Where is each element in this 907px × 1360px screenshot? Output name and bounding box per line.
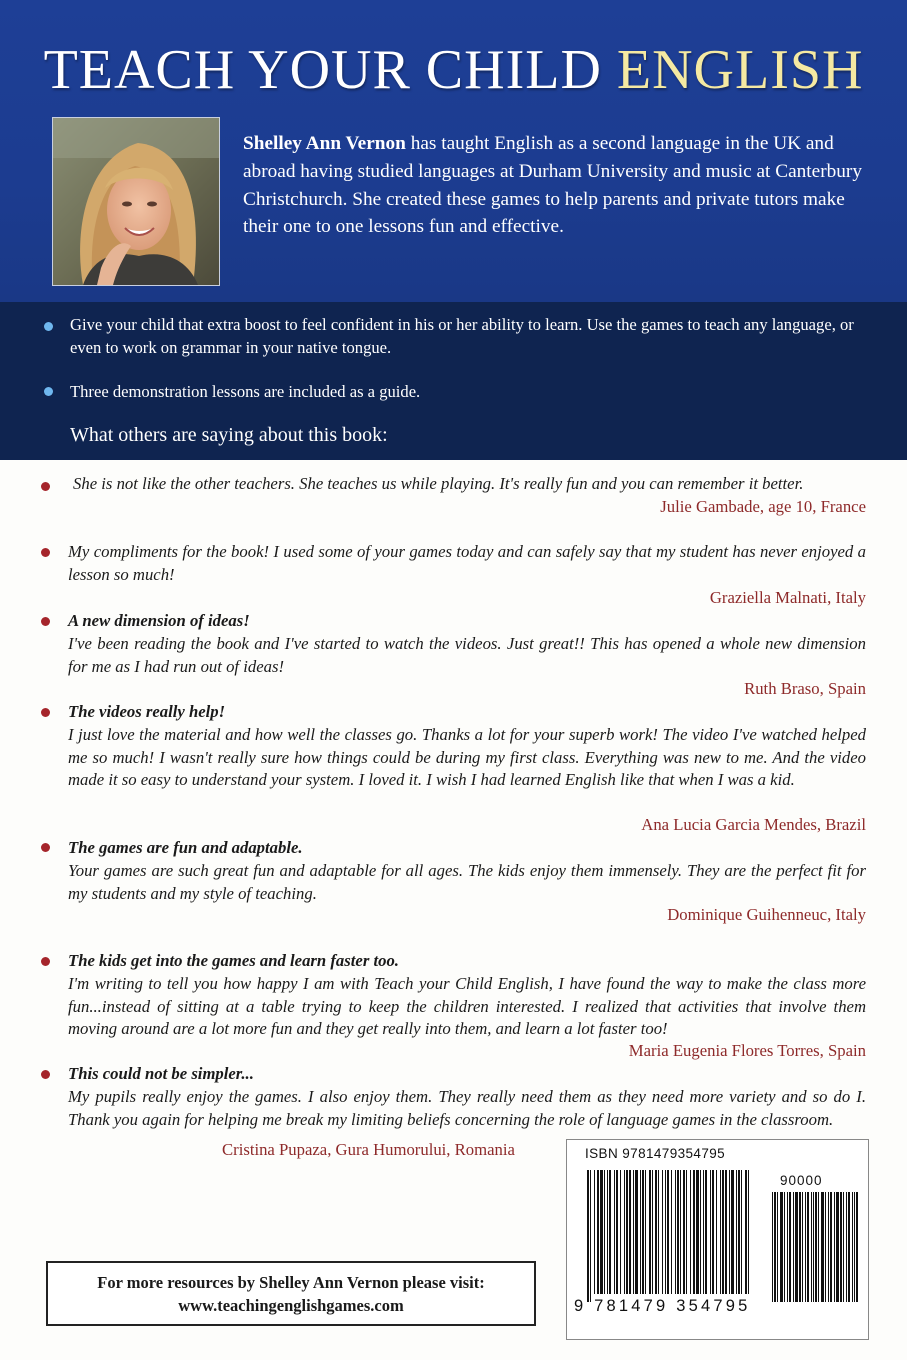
barcode-bar	[705, 1170, 707, 1294]
price-code: 90000	[780, 1173, 823, 1188]
addon-barcode-bar	[848, 1192, 850, 1302]
barcode-bar	[686, 1170, 687, 1294]
testimonial-heading: The videos really help!	[68, 702, 226, 721]
addon-barcode-bar	[830, 1192, 832, 1302]
testimonial-heading: The games are fun and adaptable.	[68, 838, 303, 857]
barcode-bar	[655, 1170, 657, 1294]
title-main: TEACH YOUR CHILD	[43, 39, 602, 101]
testimonial-text: I'm writing to tell you how happy I am with Teach your Child English, I have found the way to make the class more fun...instead of sitting at a table trying to keep the children interested. I realized that activities that involve them moving around are a lot more fun and they get really into them, and learn a lot faster too!	[68, 973, 866, 1039]
barcode-bar	[662, 1170, 663, 1294]
bullet-icon	[41, 708, 50, 717]
barcode-bar	[640, 1170, 641, 1294]
highlight-item: Three demonstration lessons are included as a guide.	[70, 382, 421, 401]
barcode-bar	[703, 1170, 704, 1294]
barcode-bar	[680, 1170, 681, 1294]
barcode-bar	[590, 1170, 591, 1302]
barcode-bar	[696, 1170, 699, 1294]
resources-url: www.teachingenglishgames.com	[178, 1296, 404, 1315]
barcode-bar	[725, 1170, 727, 1294]
barcode-bar	[748, 1170, 749, 1294]
testimonial	[68, 610, 866, 678]
addon-barcode-bar	[802, 1192, 803, 1302]
barcode-bar	[642, 1170, 644, 1294]
barcode-bar	[614, 1170, 615, 1294]
testimonial-text: Your games are such great fun and adaptable for all ages. The kids enjoy them immensely. They are the perfect fit for my students and my style of teaching.	[68, 860, 866, 903]
ean-digits: 9 781479 354795	[574, 1297, 751, 1315]
barcode-bar	[675, 1170, 676, 1294]
bullet-icon	[41, 617, 50, 626]
barcode-bar	[604, 1170, 605, 1294]
bullet-icon	[41, 843, 50, 852]
testimonial-author: Maria Eugenia Flores Torres, Spain	[628, 1041, 866, 1060]
barcode-bar	[716, 1170, 717, 1294]
testimonial-text: My compliments for the book! I used some of your games today and can safely say that my student has never enjoyed a lesson so much!	[68, 542, 866, 584]
testimonial-author: Julie Gambade, age 10, France	[660, 497, 866, 516]
author-bio	[243, 130, 863, 241]
bullet-icon	[44, 387, 53, 396]
addon-barcode-bar	[818, 1192, 819, 1302]
addon-barcode-bar	[843, 1192, 844, 1302]
barcode-bar	[633, 1170, 634, 1294]
author-name: Shelley Ann Vernon	[243, 133, 406, 154]
highlight-item: Give your child that extra boost to feel confident in his or her ability to learn. Use the games to teach any language, or even to work on grammar in your native tongue.	[70, 315, 854, 357]
addon-barcode-bar	[813, 1192, 814, 1302]
barcode-bar	[741, 1170, 742, 1294]
barcode-bar	[720, 1170, 721, 1294]
barcode-bar	[624, 1170, 625, 1294]
addon-barcode-bar	[780, 1192, 783, 1302]
addon-barcode-bar	[846, 1192, 847, 1302]
addon-barcode-bar	[811, 1192, 812, 1302]
testimonial-author: Graziella Malnati, Italy	[709, 588, 866, 607]
barcode-bar	[665, 1170, 666, 1294]
testimonial-heading: A new dimension of ideas!	[68, 611, 250, 630]
bullet-icon	[41, 957, 50, 966]
author-photo	[52, 117, 220, 286]
testimonial-text: I just love the material and how well the classes go. Thanks a lot for your superb work! The video I've watched helped me so much! I wasn't really sure how things could be during my first class. Everything was new to me. And the video made it so easy to understand your system. I loved it. I wish I had learned English like that when I was a kid.	[68, 724, 866, 790]
barcode-bar	[710, 1170, 711, 1294]
addon-barcode-bar	[834, 1192, 835, 1302]
addon-barcode-bar	[774, 1192, 776, 1302]
testimonial-heading: This could not be simpler...	[68, 1064, 254, 1083]
barcode-bar	[731, 1170, 734, 1294]
testimonial-heading: The kids get into the games and learn faster too.	[68, 951, 399, 970]
barcode-bar	[616, 1170, 618, 1294]
barcode-bar	[677, 1170, 679, 1294]
addon-barcode-bar	[795, 1192, 798, 1302]
barcode-bar	[690, 1170, 691, 1294]
barcode-bar	[635, 1170, 638, 1294]
barcode-bar	[629, 1170, 631, 1294]
addon-barcode-bar	[815, 1192, 817, 1302]
barcode-bar	[729, 1170, 730, 1294]
testimonial-author: Ana Lucia Garcia Mendes, Brazil	[641, 815, 866, 834]
testimonials-heading: What others are saying about this book:	[70, 424, 388, 446]
addon-barcode-bar	[787, 1192, 788, 1302]
testimonial	[68, 1063, 866, 1131]
barcode-bar	[652, 1170, 653, 1294]
isbn-barcode	[566, 1139, 869, 1340]
barcode-bar	[587, 1170, 589, 1302]
bullet-icon	[44, 322, 53, 331]
addon-barcode-bar	[854, 1192, 855, 1302]
barcode-bar	[683, 1170, 685, 1294]
barcode-bar	[693, 1170, 695, 1294]
isbn-label: ISBN 9781479354795	[585, 1146, 726, 1161]
addon-barcode-bar	[784, 1192, 785, 1302]
addon-barcode-bar	[840, 1192, 842, 1302]
barcode-bar	[745, 1170, 747, 1294]
addon-barcode-bar	[821, 1192, 824, 1302]
barcode-bar	[738, 1170, 740, 1294]
testimonial-author: Ruth Braso, Spain	[744, 679, 866, 698]
title-highlight: ENGLISH	[616, 39, 864, 101]
barcode-bar	[671, 1170, 672, 1294]
bullet-icon	[41, 1070, 50, 1079]
barcode-bar	[597, 1170, 599, 1294]
addon-barcode-bar	[836, 1192, 839, 1302]
resources-box	[46, 1261, 536, 1326]
barcode-bar	[620, 1170, 621, 1294]
testimonial-text: She is not like the other teachers. She teaches us while playing. It's really fun and you can remember it better.	[73, 474, 804, 493]
barcode-bar	[607, 1170, 608, 1294]
addon-barcode-bar	[807, 1192, 809, 1302]
barcode-bar	[626, 1170, 628, 1294]
barcode-bar	[645, 1170, 646, 1294]
bullet-icon	[41, 548, 50, 557]
barcode-bar	[712, 1170, 714, 1294]
addon-barcode-bar	[825, 1192, 826, 1302]
addon-barcode-bar	[856, 1192, 858, 1302]
barcode-bar	[600, 1170, 603, 1294]
bullet-icon	[41, 482, 50, 491]
addon-barcode-bar	[805, 1192, 806, 1302]
addon-barcode-bar	[777, 1192, 778, 1302]
book-title	[0, 38, 907, 102]
testimonial	[68, 837, 866, 905]
addon-barcode-bar	[772, 1192, 773, 1302]
testimonial-author: Cristina Pupaza, Gura Humorului, Romania	[222, 1140, 515, 1159]
barcode-bar	[722, 1170, 724, 1294]
testimonial-text: I've been reading the book and I've started to watch the videos. Just great!! This has opened a whole new dimension for me as I had run out of ideas!	[68, 633, 866, 676]
testimonial	[68, 701, 866, 792]
addon-barcode-bar	[852, 1192, 853, 1302]
testimonial-text: My pupils really enjoy the games. I also enjoy them. They really need them as they need more variety and so do I. Thank you again for helping me break my limiting beliefs concerning the role of language games in the classroom.	[68, 1086, 866, 1129]
testimonial	[68, 950, 866, 1041]
addon-barcode-bar	[828, 1192, 829, 1302]
bio-text: has taught English as a second language in the UK and abroad having studied languages at Durham University and music at Canterbury Christchurch. She created these games to help parents and private tutors make their one to one lessons fun and effective.	[243, 133, 862, 238]
barcode-bar	[649, 1170, 651, 1294]
barcode-bar	[700, 1170, 701, 1294]
barcode-bar	[667, 1170, 669, 1294]
testimonial-author: Dominique Guihenneuc, Italy	[667, 905, 866, 924]
barcode-bar	[609, 1170, 611, 1294]
barcode-bar	[736, 1170, 737, 1294]
barcode-bar	[594, 1170, 595, 1294]
resources-text: For more resources by Shelley Ann Vernon please visit:	[97, 1273, 485, 1292]
addon-barcode-bar	[789, 1192, 791, 1302]
barcode-bar	[658, 1170, 659, 1294]
addon-barcode-bar	[793, 1192, 794, 1302]
addon-barcode-bar	[799, 1192, 801, 1302]
